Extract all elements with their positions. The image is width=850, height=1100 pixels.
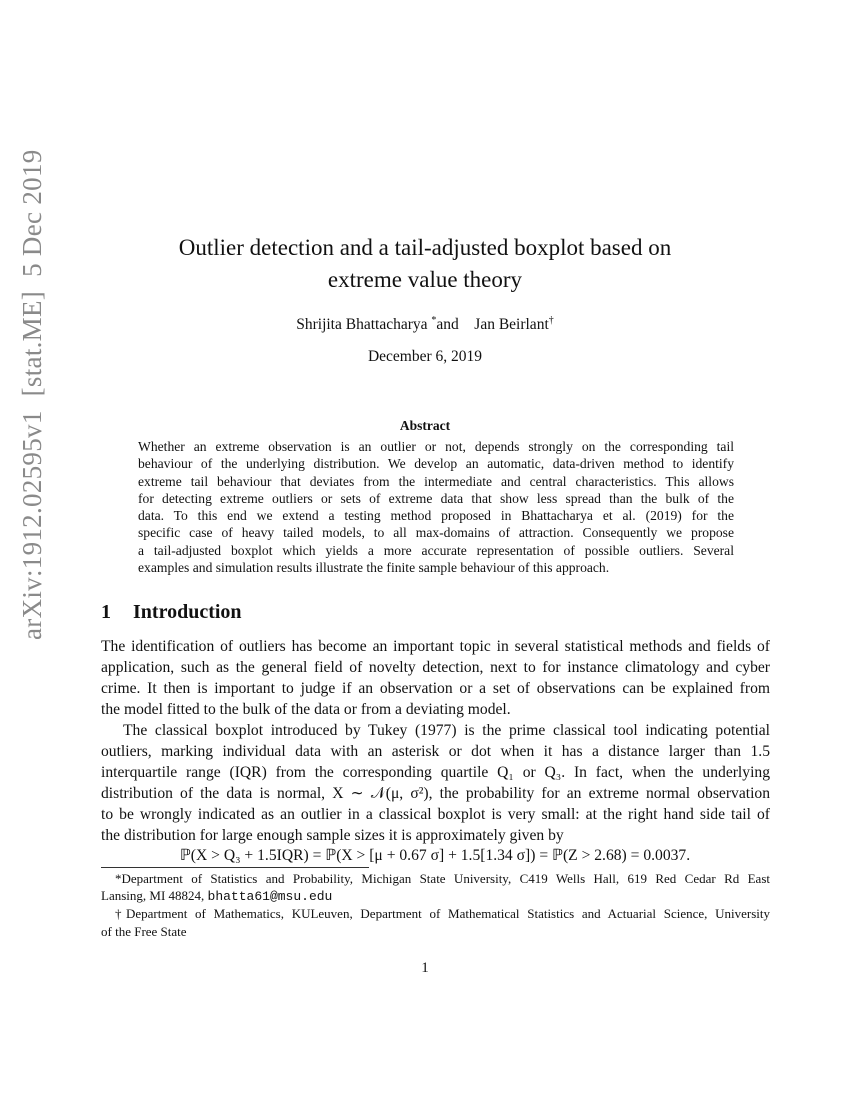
author-name: Shrijita Bhattacharya xyxy=(296,316,428,333)
text-line-content: of the Free State xyxy=(101,923,187,939)
text-line xyxy=(101,657,770,678)
section-heading xyxy=(101,600,242,624)
text-line xyxy=(138,524,734,541)
title-line: Outlier detection and a tail-adjusted boxplot based on xyxy=(178,235,672,260)
text-line xyxy=(101,804,770,825)
paragraph xyxy=(101,720,770,846)
text-line-content: to be wrongly indicated as an outlier in a classical boxplot is very small: at the right hand side tail of xyxy=(101,806,770,823)
authors xyxy=(0,315,850,335)
text-line-content: data. To this end we extend a testing method proposed in Bhattacharya et al. (2019) for the xyxy=(138,508,734,524)
title-line: extreme value theory xyxy=(327,267,523,292)
text-line-content: *Department of Statistics and Probability, Michigan State University, C419 Wells Hall, 619 Red Cedar Rd East xyxy=(115,871,770,886)
text-line-content: outliers, marking individual data with an asterisk or dot when it has a distance larger than 1.5 xyxy=(101,743,770,760)
footnote-mark: † xyxy=(548,314,554,326)
footnote-rule xyxy=(101,867,369,868)
text-line-content: the model fitted to the bulk of the data or from a deviating model. xyxy=(101,701,511,718)
paragraph xyxy=(101,636,770,720)
abstract-body xyxy=(138,438,734,576)
section-number: 1 xyxy=(101,601,111,623)
text-line-content: distribution of the data is normal, X ∼ 𝒩(μ, σ²), the probability for an extreme normal observation xyxy=(101,785,770,802)
text-line-content: the distribution for large enough sample sizes it is approximately given by xyxy=(101,827,564,844)
text-line-content: Whether an extreme observation is an outlier or not, depends strongly on the corresponding tail xyxy=(138,439,734,454)
text-line xyxy=(101,887,770,905)
text-line-content: The classical boxplot introduced by Tukey (1977) is the prime classical tool indicating potential xyxy=(123,722,770,739)
text-line-content: interquartile range (IQR) from the corresponding quartile Q₁ or Q₃. In fact, when the underlying xyxy=(101,764,770,781)
text-line-content: for detecting extreme outliers or sets of extreme data that show less spread than the bulk of the xyxy=(138,490,734,506)
text-line xyxy=(101,678,770,699)
section-title: Introduction xyxy=(133,601,242,623)
text-line-content: behaviour of the underlying distribution. We develop an automatic, data-driven method to identify xyxy=(138,456,734,472)
equation: ℙ(X > Q₃ + 1.5IQR) = ℙ(X > [μ + 0.67 σ] + 1.5[1.34 σ]) = ℙ(Z > 2.68) = 0.0037. xyxy=(179,847,691,864)
text-line xyxy=(101,762,770,783)
text-line xyxy=(138,473,734,490)
arxiv-stamp xyxy=(16,135,48,640)
footnote-mark: * xyxy=(431,314,437,326)
text-line-content: The identification of outliers has become an important topic in several statistical methods and fields of xyxy=(101,638,770,655)
paper-date: December 6, 2019 xyxy=(367,348,483,365)
author-name: Jan Beirlant xyxy=(474,316,549,333)
text-line xyxy=(101,741,770,762)
text-line xyxy=(101,825,770,846)
text-line xyxy=(138,455,734,472)
arxiv-category: [stat.ME] xyxy=(17,290,47,397)
text-line-content: crime. It then is important to judge if an observation or a set of observations can be explained from xyxy=(101,680,770,697)
text-line xyxy=(101,699,770,720)
arxiv-date: 5 Dec 2019 xyxy=(17,149,47,277)
text-line xyxy=(101,720,770,741)
text-line-content: Lansing, MI 48824, xyxy=(101,888,205,904)
text-line xyxy=(138,490,734,507)
page-number: 1 xyxy=(421,960,429,976)
email-link[interactable]: bhatta61@msu.edu xyxy=(207,889,333,905)
text-line xyxy=(101,870,770,887)
author-and: and xyxy=(436,316,459,333)
text-line xyxy=(138,438,734,455)
text-line xyxy=(138,542,734,559)
text-line-content: extreme tail behaviour that deviates from the intermediate and central characteristics. This allows xyxy=(138,473,734,489)
text-line xyxy=(101,923,770,940)
abstract-heading: Abstract xyxy=(399,418,451,433)
text-line-content: specific case of heavy tailed models, to all max-domains of attraction. Consequently we propose xyxy=(138,525,734,541)
paper-title xyxy=(0,232,850,296)
arxiv-id: arXiv:1912.02595v1 xyxy=(17,410,47,640)
text-line-content: application, such as the general field of novelty detection, next to for instance climatology and cyber xyxy=(101,659,770,676)
text-line-content: examples and simulation results illustrate the finite sample behaviour of this approach. xyxy=(138,560,610,576)
text-line xyxy=(101,905,770,922)
text-line xyxy=(101,636,770,657)
text-line xyxy=(138,559,734,576)
text-line xyxy=(101,783,770,804)
footnotes xyxy=(101,870,770,940)
text-line xyxy=(138,507,734,524)
text-line-content: †Department of Mathematics, KULeuven, Department of Mathematical Statistics and Actuarial Science, University xyxy=(115,906,770,922)
text-line-content: a tail-adjusted boxplot which yields a more accurate representation of possible outliers. Several xyxy=(138,542,734,558)
